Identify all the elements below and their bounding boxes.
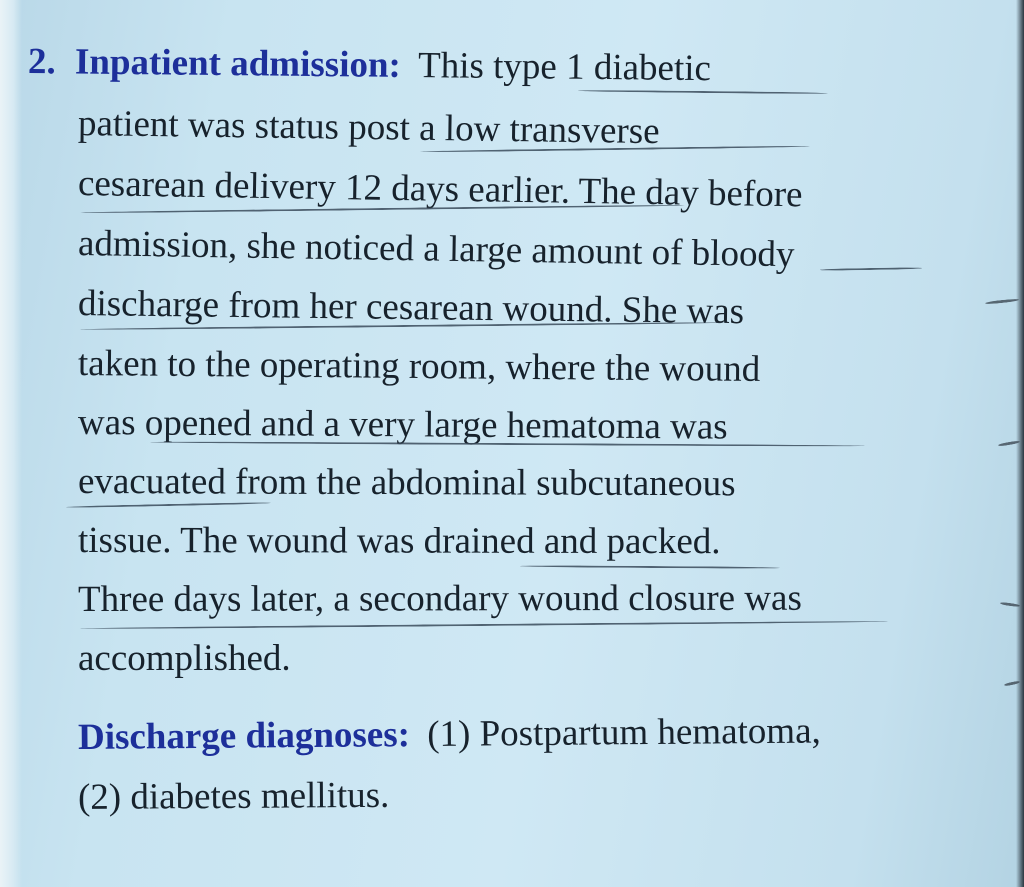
line-text: taken to the operating room, where the wound: [77, 343, 761, 390]
text-line-9: [78, 519, 721, 564]
line-text: was opened and a very large hematoma was: [77, 402, 728, 448]
discharge-diagnoses-heading: Discharge diagnoses:: [77, 714, 411, 758]
pencil-underline: [80, 620, 888, 629]
discharge-diagnoses-line-1: [78, 710, 821, 760]
line-text: evacuated from the abdominal subcutaneous: [77, 461, 736, 505]
text-line-6: [78, 342, 761, 392]
pencil-underline: [820, 267, 922, 271]
line-text: patient was status post a low transverse: [77, 103, 660, 153]
item-number: 2.: [27, 41, 56, 83]
line-text: discharge from her cesarean wound. She was: [77, 283, 745, 333]
line-text: Three days later, a secondary wound closure was: [77, 577, 802, 620]
text-line-4: [78, 222, 795, 277]
line-text: accomplished.: [78, 638, 291, 679]
discharge-diagnoses-line-2: [78, 774, 390, 820]
page-left-shading: [0, 0, 22, 887]
line-text: cesarean delivery 12 days earlier. The day before: [77, 163, 803, 216]
line-text: admission, she noticed a large amount of bloody: [77, 223, 795, 276]
inpatient-admission-heading: Inpatient admission:: [74, 41, 402, 86]
text-line-1: [28, 40, 711, 91]
diagnosis-text: (1) Postpartum hematoma,: [427, 710, 821, 755]
margin-tick: [985, 298, 1019, 305]
text-line-11: [78, 637, 291, 681]
text-line-10: [78, 577, 802, 622]
text-line-2: [78, 102, 660, 154]
text-line-8: [78, 460, 736, 506]
page-right-edge: [1016, 0, 1024, 887]
line-text: This type 1 diabetic: [417, 45, 712, 90]
line-text: tissue. The wound was drained and packed.: [77, 520, 721, 563]
pencil-underline: [578, 90, 828, 95]
pencil-underline: [520, 565, 780, 569]
diagnosis-text: (2) diabetes mellitus.: [77, 774, 390, 818]
